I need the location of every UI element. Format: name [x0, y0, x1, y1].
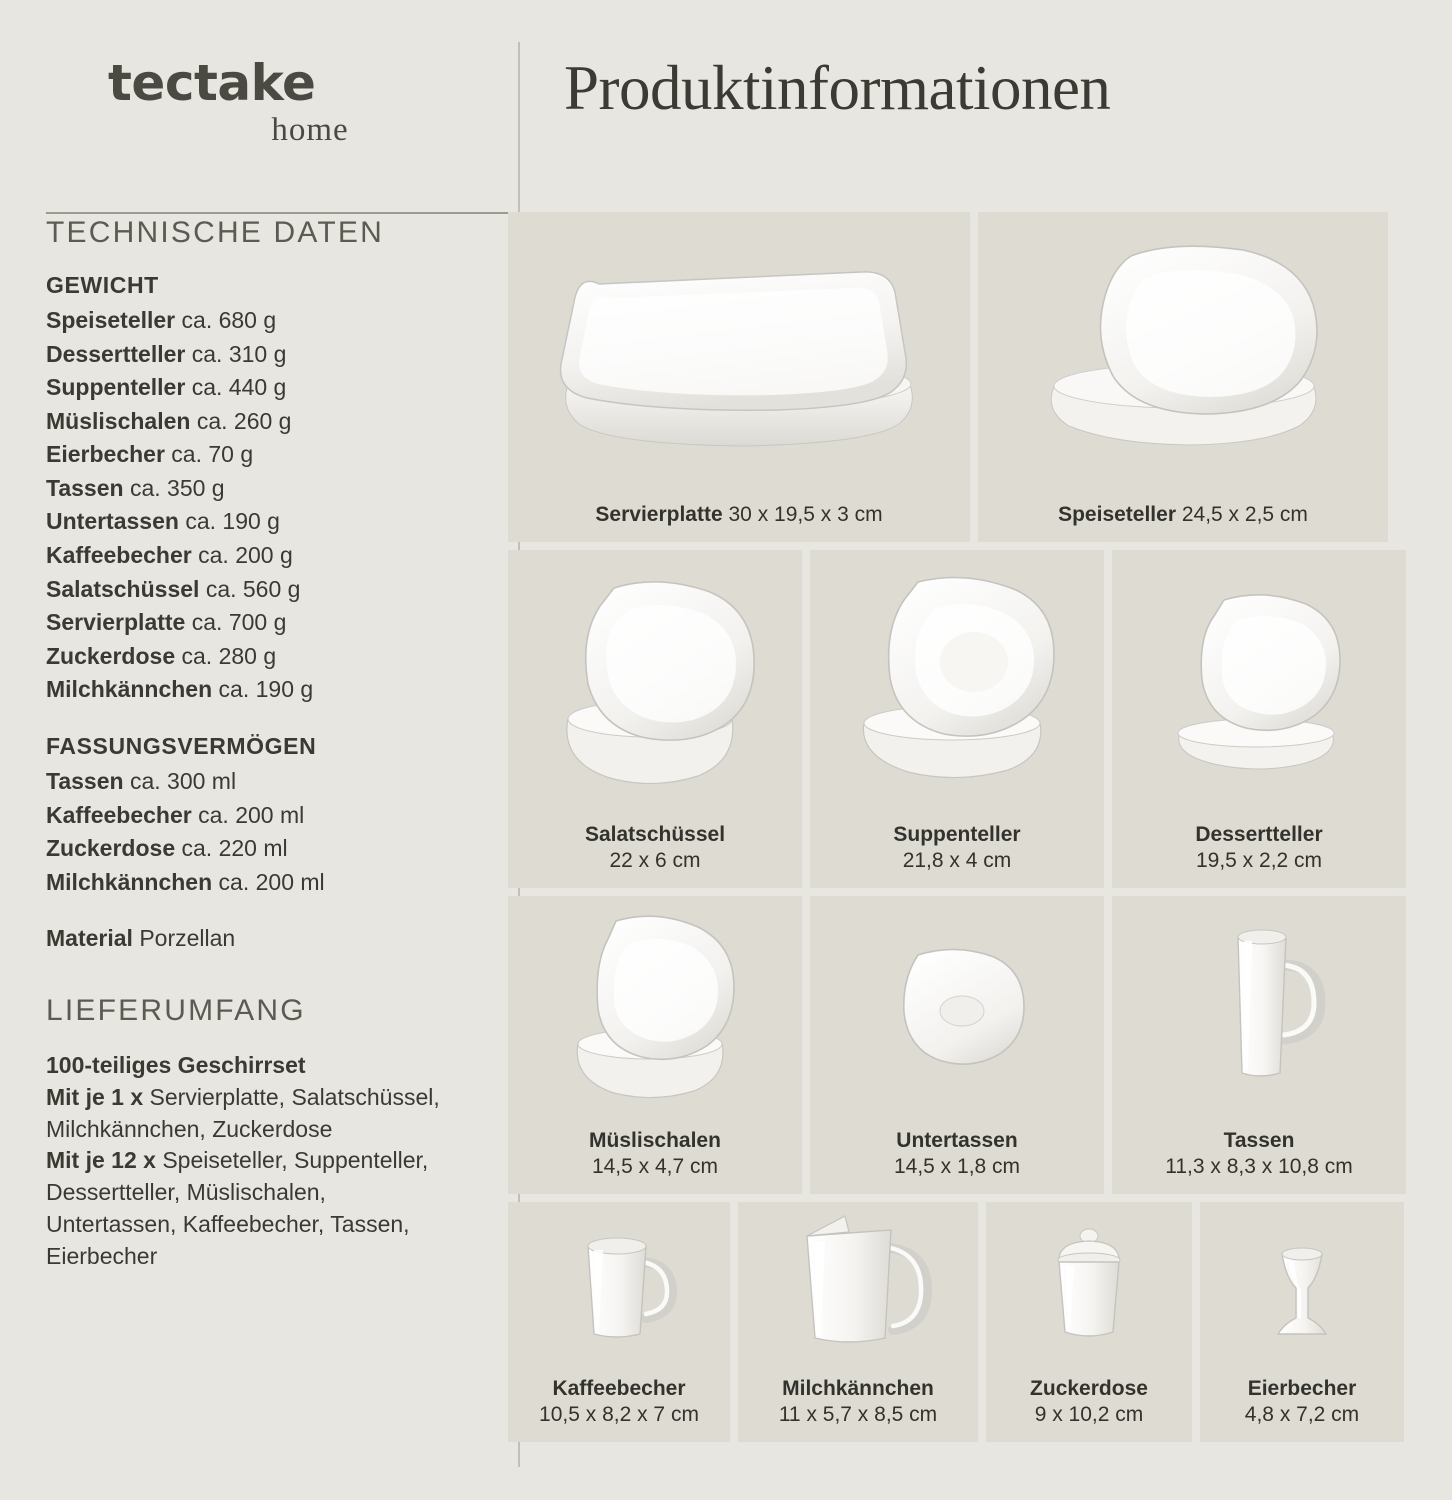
- muslischalen-image: [508, 896, 802, 1128]
- untertassen-image: [810, 896, 1104, 1128]
- spec-label: Salatschüssel: [46, 575, 200, 602]
- product-tile-suppenteller[interactable]: [810, 550, 1104, 888]
- spec-value: ca. 440 g: [191, 374, 287, 401]
- title-block: [516, 40, 1406, 125]
- muslischalen-caption: [583, 1128, 727, 1181]
- zuckerdose-dims: 9 x 10,2 cm: [1034, 1402, 1144, 1426]
- page-header: [46, 40, 1406, 190]
- spec-item: [46, 505, 450, 539]
- salatschuessel-caption: [579, 822, 731, 875]
- gallery-row-4: [508, 1202, 1406, 1442]
- scope-12x-items: Speiseteller, Suppenteller, Dessertteller, Müslischalen, Untertassen, Kaffeebecher, Tassen, Eierbecher: [46, 1147, 429, 1269]
- speiseteller-image: [978, 212, 1388, 502]
- speiseteller-dims: 24,5 x 2,5 cm: [1181, 502, 1308, 526]
- product-tile-dessertteller[interactable]: [1112, 550, 1406, 888]
- salatschuessel-image: [508, 550, 802, 822]
- scope-title-text: 100-teiliges Geschirrset: [46, 1052, 306, 1079]
- capacity-list: [46, 765, 450, 899]
- spec-item: [46, 765, 450, 799]
- kaffeebecher-dims: 10,5 x 8,2 x 7 cm: [539, 1402, 699, 1426]
- kaffeebecher-name: Kaffeebecher: [552, 1376, 686, 1400]
- spec-value: ca. 300 ml: [129, 767, 237, 794]
- spec-item: [46, 438, 450, 472]
- salatschuessel-dims: 22 x 6 cm: [609, 848, 701, 872]
- weight-heading: GEWICHT: [46, 272, 159, 298]
- spec-item: [46, 832, 450, 866]
- spec-item: [46, 539, 450, 573]
- dessertteller-image: [1112, 550, 1406, 822]
- product-tile-milchkaennchen[interactable]: [738, 1202, 978, 1442]
- product-tile-untertassen[interactable]: [810, 896, 1104, 1194]
- kaffeebecher-image: [508, 1202, 730, 1376]
- product-tile-zuckerdose[interactable]: [986, 1202, 1192, 1442]
- spec-item: [46, 673, 450, 707]
- spec-item: [46, 405, 450, 439]
- untertassen-caption: [888, 1128, 1026, 1181]
- page-title: Produktinformationen: [564, 53, 1111, 123]
- dessertteller-caption: [1189, 822, 1328, 875]
- spec-value: ca. 200 ml: [218, 868, 325, 895]
- suppenteller-image: [810, 550, 1104, 822]
- suppenteller-dims: 21,8 x 4 cm: [902, 848, 1012, 872]
- product-tile-servierplatte[interactable]: [508, 212, 970, 542]
- scope-1x: [46, 1082, 450, 1145]
- spec-value: ca. 260 g: [196, 407, 292, 434]
- dessertteller-dims: 19,5 x 2,2 cm: [1195, 848, 1323, 872]
- product-tile-eierbecher[interactable]: [1200, 1202, 1404, 1442]
- spec-value: ca. 310 g: [191, 340, 287, 367]
- brand-name: tectake: [108, 54, 316, 112]
- spec-item: [46, 606, 450, 640]
- eierbecher-image: [1200, 1202, 1404, 1376]
- spec-label: Milchkännchen: [46, 676, 213, 703]
- header-divider-left: [46, 212, 518, 214]
- eierbecher-dims: 4,8 x 7,2 cm: [1244, 1402, 1360, 1426]
- spec-value: ca. 70 g: [171, 441, 254, 468]
- muslischalen-dims: 14,5 x 4,7 cm: [591, 1154, 719, 1178]
- servierplatte-dims: 30 x 19,5 x 3 cm: [728, 502, 883, 526]
- scope-1x-items: Servierplatte, Salatschüssel, Milchkännchen, Zuckerdose: [46, 1083, 440, 1142]
- suppenteller-name: Suppenteller: [893, 822, 1021, 846]
- speiseteller-caption: [1052, 502, 1314, 528]
- milchkaennchen-image: [738, 1202, 978, 1376]
- servierplatte-name: Servierplatte: [595, 502, 723, 526]
- kaffeebecher-caption: [533, 1376, 705, 1429]
- spec-label: Speiseteller: [46, 307, 176, 333]
- dessertteller-name: Dessertteller: [1195, 822, 1323, 846]
- spec-label: Müslischalen: [46, 407, 191, 434]
- specs-column: [46, 212, 476, 1450]
- material-row: [46, 925, 450, 952]
- speiseteller-name: Speiseteller: [1058, 502, 1176, 526]
- product-tile-muslischalen[interactable]: [508, 896, 802, 1194]
- milchkaennchen-caption: [773, 1376, 943, 1429]
- gallery-row-3: [508, 896, 1406, 1194]
- spec-item: [46, 866, 450, 900]
- spec-label: Suppenteller: [46, 374, 186, 401]
- gallery-row-1: [508, 212, 1406, 542]
- spec-value: ca. 220 ml: [181, 835, 288, 862]
- milchkaennchen-dims: 11 x 5,7 x 8,5 cm: [778, 1402, 938, 1426]
- spec-label: Servierplatte: [46, 609, 186, 636]
- product-tile-salatschuessel[interactable]: [508, 550, 802, 888]
- spec-value: ca. 190 g: [218, 676, 314, 703]
- page-body: [46, 212, 1406, 1450]
- untertassen-dims: 14,5 x 1,8 cm: [893, 1154, 1021, 1178]
- spec-value: ca. 560 g: [205, 575, 301, 602]
- spec-value: ca. 280 g: [181, 642, 277, 669]
- gallery-row-2: [508, 550, 1406, 888]
- spec-value: ca. 190 g: [185, 508, 280, 535]
- milchkaennchen-name: Milchkännchen: [782, 1376, 934, 1400]
- spec-label: Tassen: [46, 767, 124, 794]
- salatschuessel-name: Salatschüssel: [584, 822, 726, 846]
- product-gallery: [476, 212, 1406, 1450]
- spec-label: Milchkännchen: [46, 868, 213, 895]
- tassen-dims: 11,3 x 8,3 x 10,8 cm: [1165, 1154, 1353, 1178]
- tech-data-heading: TECHNISCHE DATEN: [46, 216, 384, 249]
- spec-value: ca. 680 g: [181, 307, 277, 333]
- material-value: Porzellan: [139, 925, 236, 952]
- brand-logo: [46, 40, 516, 149]
- capacity-heading: FASSUNGSVERMÖGEN: [46, 732, 317, 759]
- eierbecher-name: Eierbecher: [1247, 1376, 1357, 1400]
- product-tile-speiseteller[interactable]: [978, 212, 1388, 542]
- weight-list: [46, 304, 450, 707]
- servierplatte-caption: [589, 502, 888, 528]
- material-label: Material: [46, 925, 133, 952]
- scope-1x-label: Mit je 1 x: [46, 1083, 144, 1110]
- spec-item: [46, 640, 450, 674]
- brand-subtitle: home: [271, 112, 349, 148]
- spec-value: ca. 700 g: [191, 609, 287, 636]
- product-tile-tassen[interactable]: [1112, 896, 1406, 1194]
- spec-label: Kaffeebecher: [46, 542, 192, 569]
- spec-value: ca. 200 g: [198, 542, 293, 569]
- zuckerdose-image: [986, 1202, 1192, 1376]
- spec-value: ca. 350 g: [129, 474, 225, 501]
- spec-label: Kaffeebecher: [46, 801, 192, 828]
- spec-label: Untertassen: [46, 508, 179, 535]
- zuckerdose-caption: [1024, 1376, 1154, 1429]
- spec-item: [46, 338, 450, 372]
- spec-label: Zuckerdose: [46, 835, 176, 862]
- spec-item: [46, 304, 450, 338]
- tassen-name: Tassen: [1223, 1128, 1295, 1152]
- zuckerdose-name: Zuckerdose: [1030, 1376, 1148, 1400]
- spec-label: Zuckerdose: [46, 642, 176, 669]
- suppenteller-caption: [887, 822, 1026, 875]
- tassen-caption: [1159, 1128, 1359, 1181]
- spec-item: [46, 799, 450, 833]
- spec-label: Tassen: [46, 474, 124, 501]
- spec-label: Eierbecher: [46, 441, 165, 468]
- spec-item: [46, 573, 450, 607]
- scope-12x: [46, 1145, 450, 1272]
- spec-value: ca. 200 ml: [198, 801, 305, 828]
- scope-heading: LIEFERUMFANG: [46, 994, 306, 1028]
- spec-label: Dessertteller: [46, 340, 186, 367]
- tassen-image: [1112, 896, 1406, 1128]
- scope-title: [46, 1050, 450, 1082]
- eierbecher-caption: [1239, 1376, 1365, 1429]
- servierplatte-image: [508, 212, 970, 502]
- spec-item: [46, 371, 450, 405]
- untertassen-name: Untertassen: [896, 1128, 1018, 1152]
- scope-12x-label: Mit je 12 x: [46, 1147, 156, 1174]
- product-tile-kaffeebecher[interactable]: [508, 1202, 730, 1442]
- spec-item: [46, 472, 450, 506]
- muslischalen-name: Müslischalen: [589, 1128, 721, 1152]
